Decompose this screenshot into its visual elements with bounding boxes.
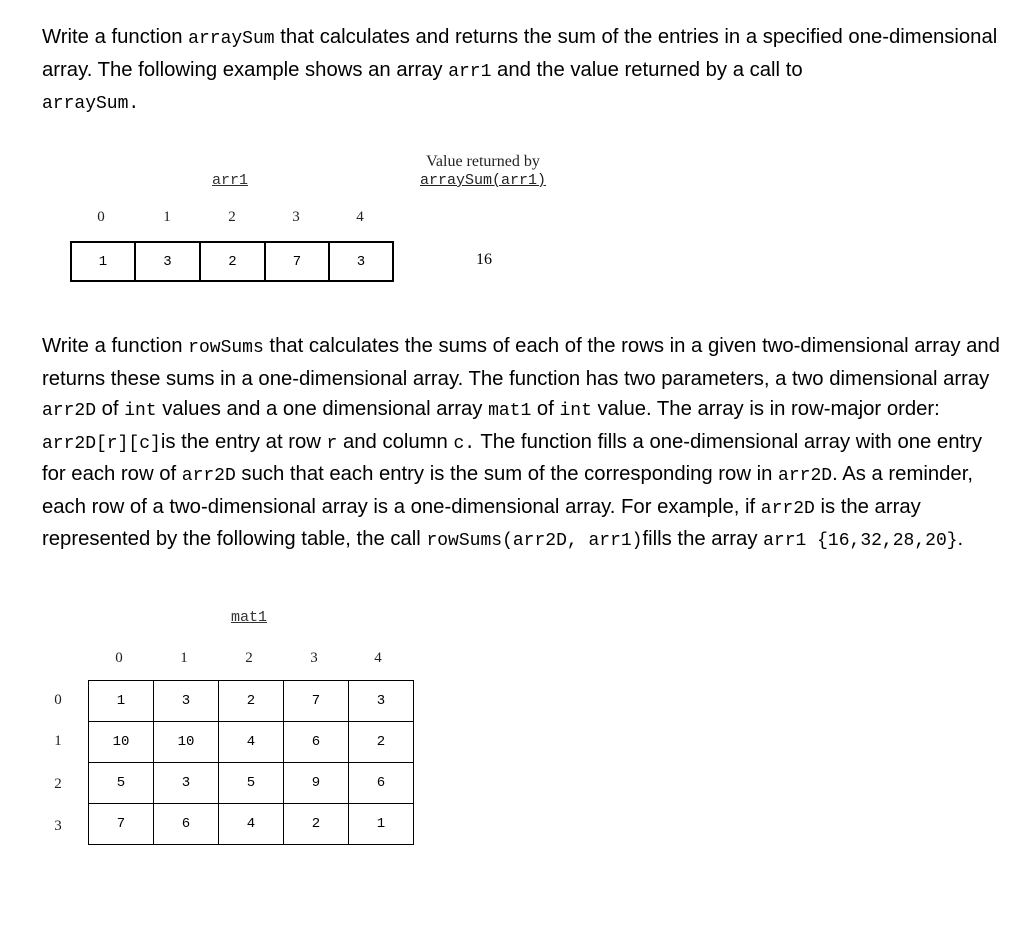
result-title: Value returned by — [426, 153, 540, 170]
array-cell: 3 — [136, 243, 201, 280]
matrix-cell: 3 — [349, 681, 414, 722]
code-c: c. — [453, 433, 476, 454]
text: values and a one dimensional array — [156, 398, 489, 420]
matrix-cell: 10 — [89, 722, 154, 763]
col-index-label: 2 — [245, 650, 253, 666]
code-arr2d-rc: arr2D[r][c] — [42, 433, 161, 454]
matrix-cell: 6 — [349, 763, 414, 804]
code-arr2d: arr2D — [778, 466, 833, 486]
text: of — [531, 398, 560, 420]
matrix-label-mat1: mat1 — [230, 609, 267, 626]
text: is the entry at row — [160, 430, 327, 453]
code-arraysum: arraySum — [188, 29, 275, 49]
matrix-table — [88, 680, 414, 845]
row-index-label: 3 — [54, 818, 62, 834]
result-caption — [398, 152, 568, 190]
col-index-label: 0 — [115, 650, 123, 666]
row-index-label: 1 — [54, 733, 62, 749]
text: and column — [337, 430, 454, 453]
text: that calculates the sums of each of the rows in a given two-dimensional array and returns these sums in a one-dimensional array. The function has two parameters, a two dimensional array — [42, 335, 1000, 390]
col-index-label: 1 — [180, 650, 188, 666]
matrix-cell: 1 — [89, 681, 154, 722]
code-arr2d: arr2D — [181, 466, 236, 486]
code-rowsums-call: rowSums(arr2D, arr1) — [426, 531, 643, 551]
code-arr1: arr1 — [448, 61, 492, 82]
code-arr2d: arr2D — [42, 401, 97, 421]
col-index-label: 4 — [374, 650, 382, 666]
array-cell: 1 — [72, 243, 136, 280]
matrix-cell: 2 — [219, 681, 284, 722]
matrix-cell: 1 — [349, 804, 414, 845]
index-label: 1 — [163, 209, 171, 225]
result-value: 16 — [476, 251, 492, 268]
code-int: int — [124, 401, 157, 421]
text: and the value returned by a call to — [491, 58, 803, 81]
text: The function fills a one-dimensional array with one entry for each row of — [42, 430, 983, 485]
code-arr2d: arr2D — [760, 498, 815, 519]
text: of — [96, 398, 125, 420]
matrix-cell: 7 — [89, 804, 154, 845]
col-index-label: 3 — [310, 650, 318, 666]
matrix-cell: 3 — [154, 681, 219, 722]
text: Write a function — [42, 335, 189, 357]
intro-paragraph — [42, 22, 1002, 120]
matrix-cell: 10 — [154, 722, 219, 763]
array-cell: 2 — [201, 243, 266, 280]
code-int: int — [559, 401, 592, 421]
text: . — [957, 528, 964, 550]
array-cell: 7 — [266, 243, 330, 280]
index-label: 0 — [97, 209, 105, 225]
text: is the array represented by the following table, the call — [42, 495, 921, 550]
array-label-arr1: arr1 — [211, 172, 248, 189]
row-index-label: 0 — [54, 692, 62, 708]
table-row — [89, 722, 414, 763]
matrix-cell: 5 — [219, 763, 284, 804]
table-row — [89, 804, 414, 845]
code-r: r — [326, 433, 338, 454]
text: . As a reminder, each row of a two-dimensional array is a one-dimensional array. For example, if — [42, 463, 973, 518]
text: fills the array — [642, 528, 764, 550]
matrix-cell: 4 — [219, 804, 284, 845]
code-rowsums: rowSums — [188, 338, 264, 358]
row-index-label: 2 — [54, 776, 62, 792]
matrix-cell: 6 — [154, 804, 219, 845]
array-cell: 3 — [356, 253, 366, 270]
table-row — [89, 681, 414, 722]
index-label: 2 — [228, 209, 236, 225]
text: that calculates and returns the sum of the entries in a specified one-dimensional array. The following example shows an array — [42, 26, 998, 81]
table-row — [89, 763, 414, 804]
matrix-cell: 2 — [349, 722, 414, 763]
matrix-cell: 3 — [154, 763, 219, 804]
index-label: 3 — [292, 209, 300, 225]
array-cells — [70, 241, 394, 282]
code-arr1-result: arr1 {16,32,28,20} — [763, 531, 958, 551]
matrix-cell: 4 — [219, 722, 284, 763]
matrix-cell: 2 — [284, 804, 349, 845]
index-label: 4 — [356, 209, 364, 225]
matrix-cell: 6 — [284, 722, 349, 763]
code-mat1: mat1 — [488, 401, 532, 421]
code-arraysum: arraySum — [42, 94, 129, 114]
matrix-cell: 5 — [89, 763, 154, 804]
rowsums-paragraph — [42, 331, 1002, 557]
text: . — [128, 94, 140, 114]
result-call: arraySum(arr1) — [419, 172, 547, 189]
matrix-cell: 9 — [284, 763, 349, 804]
text: Write a function — [42, 26, 189, 48]
text: value. The array is in row-major order: — [591, 398, 940, 420]
matrix-cell: 7 — [284, 681, 349, 722]
text: such that each entry is the sum of the corresponding row in — [235, 463, 779, 485]
